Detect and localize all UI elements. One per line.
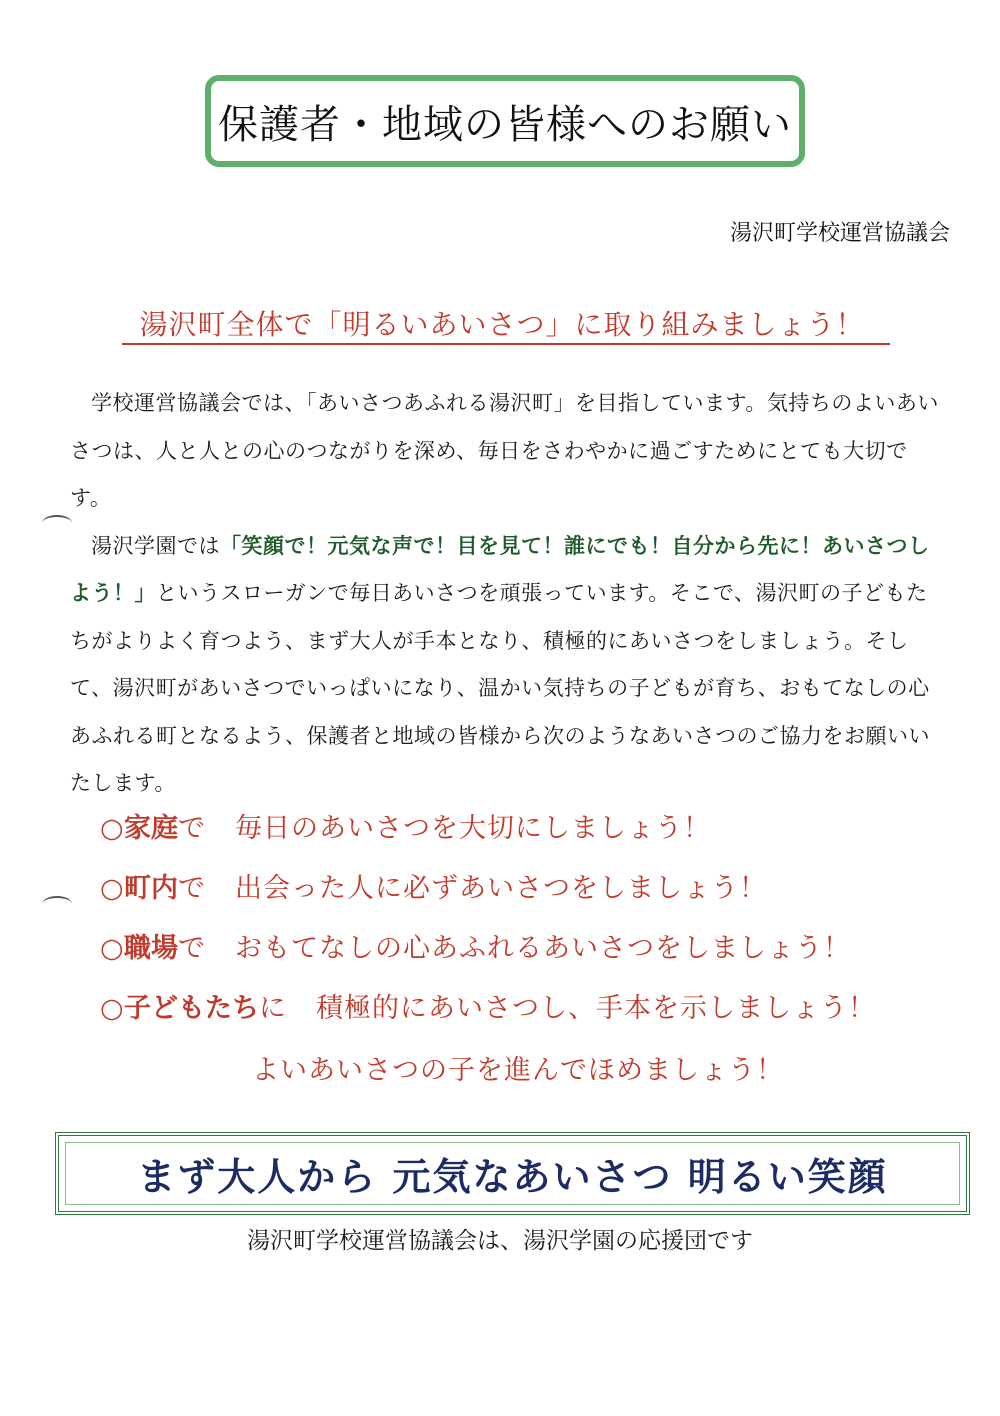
list-item-particle: で bbox=[178, 873, 205, 904]
list-item-key: 町内 bbox=[124, 873, 178, 904]
headline-underline bbox=[122, 343, 890, 345]
headline: 湯沢町全体で「明るいあいさつ」に取り組みましょう！ bbox=[139, 308, 865, 341]
list-item bbox=[100, 806, 960, 866]
request-list bbox=[100, 806, 960, 1046]
list-item-particle: に bbox=[259, 993, 286, 1024]
list-item-desc: 積極的にあいさつし、手本を示しましょう！ bbox=[316, 993, 876, 1024]
title-box bbox=[205, 75, 805, 167]
banner-text: まず大人から 元気なあいさつ 明るい笑顔 bbox=[137, 1155, 888, 1199]
circle-marker: ○ bbox=[100, 873, 124, 904]
list-item-particle: で bbox=[178, 933, 205, 964]
paragraph-2-intro: 湯沢学園では bbox=[91, 533, 220, 558]
list-item-desc: 毎日のあいさつを大切にしましょう！ bbox=[235, 813, 711, 844]
binder-hole-mark bbox=[42, 896, 72, 912]
footer-text: 湯沢町学校運営協議会は、湯沢学園の応援団です bbox=[247, 1228, 753, 1254]
circle-marker: ○ bbox=[100, 993, 124, 1024]
page-title: 保護者・地域の皆様へのお願い bbox=[218, 101, 792, 148]
circle-marker: ○ bbox=[100, 813, 124, 844]
list-item bbox=[100, 986, 960, 1046]
list-item bbox=[100, 926, 960, 986]
paragraph-1: 学校運営協議会では、「あいさつあふれる湯沢町」を目指しています。気持ちのよいあいさつは、人と人との心のつながりを深め、毎日をさわやかに過ごすためにとても大切です。 bbox=[70, 391, 939, 510]
list-item-particle: で bbox=[178, 813, 205, 844]
list-item-desc: 出会った人に必ずあいさつをしましょう！ bbox=[235, 873, 767, 904]
body-text bbox=[70, 380, 945, 808]
list-item-extra: よいあいさつの子を進んでほめましょう！ bbox=[252, 1055, 784, 1086]
list-item-key: 職場 bbox=[124, 933, 178, 964]
paragraph-2 bbox=[70, 523, 945, 808]
slogan-banner bbox=[55, 1132, 970, 1215]
list-item bbox=[100, 866, 960, 926]
binder-hole-mark bbox=[42, 515, 72, 531]
author-name: 湯沢町学校運営協議会 bbox=[729, 221, 950, 246]
circle-marker: ○ bbox=[100, 933, 124, 964]
slogan-text: 「笑顔で！元気な声で！目を見て！誰にでも！自分から先に！あいさつしよう！」 bbox=[70, 533, 930, 605]
paragraph-2-body: というスローガンで毎日あいさつを頑張っています。そこで、湯沢町の子どもたちがよりよく育つよう、まず大人が手本となり、積極的にあいさつをしましょう。そして、湯沢町があいさつでいっぱいになり、温かい気持ちの子どもが育ち、おもてなしの心あふれる町となるよう、保護者と地域の皆様から次のようなあいさつのご協力をお願いいたします。 bbox=[70, 581, 930, 795]
list-item-key: 子どもたち bbox=[124, 993, 259, 1024]
list-item-key: 家庭 bbox=[124, 813, 178, 844]
list-item-desc: おもてなしの心あふれるあいさつをしましょう！ bbox=[235, 933, 851, 964]
